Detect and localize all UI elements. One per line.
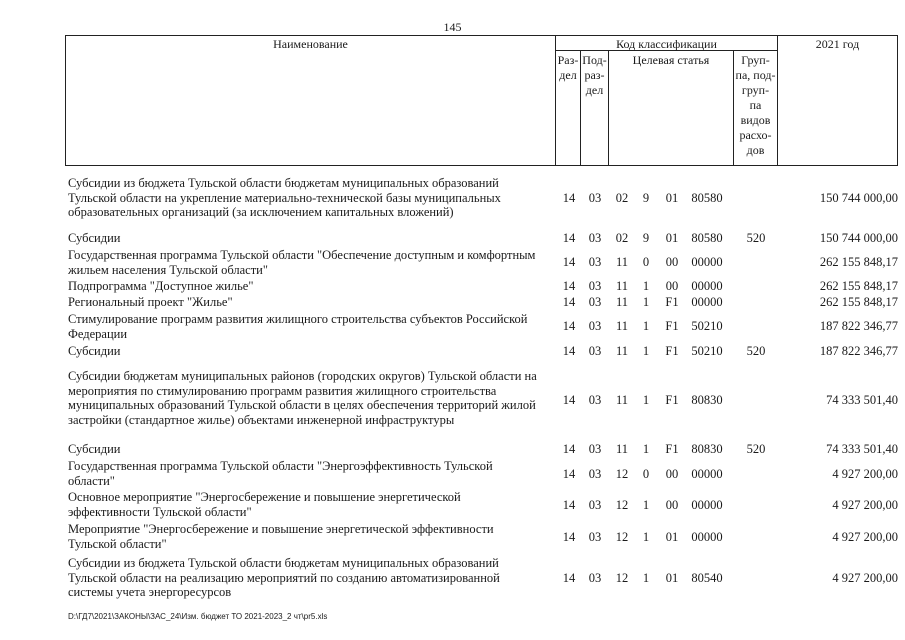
row-target-d: 50210 [691, 319, 723, 333]
row-name: Государственная программа Тульской области "Обеспечение доступным и комфортным жильем населения Тульской области" [68, 248, 536, 277]
header-group: Груп- па, под- груп- па видов расхо- дов [735, 53, 776, 157]
table-row [68, 522, 898, 552]
header-left-line [65, 35, 66, 165]
row-razdel: 14 [562, 191, 576, 205]
row-target-a: 12 [615, 530, 629, 544]
row-target-b: 1 [642, 393, 650, 407]
header-podrazdel: Под- раз- дел [582, 53, 607, 97]
row-razdel: 14 [562, 231, 576, 245]
row-name: Основное мероприятие "Энергосбережение и повышение энергетической эффективности Тульской области" [68, 490, 461, 519]
row-razdel: 14 [562, 255, 576, 269]
row-target-c: 01 [665, 191, 679, 205]
row-target-a: 11 [615, 255, 629, 269]
row-target-b: 1 [642, 498, 650, 512]
row-razdel: 14 [562, 344, 576, 358]
row-amount: 150 744 000,00 [819, 191, 898, 205]
row-name: Мероприятие "Энергосбережение и повышение энергетической эффективности Тульской области" [68, 522, 494, 551]
row-amount: 4 927 200,00 [832, 571, 898, 585]
row-target-c: 01 [665, 530, 679, 544]
header-top-line [65, 35, 898, 36]
row-name: Стимулирование программ развития жилищного строительства субъектов Российской Федерации [68, 312, 528, 341]
page-number: 145 [443, 20, 462, 34]
row-group: 520 [746, 231, 766, 245]
row-razdel: 14 [562, 279, 576, 293]
table-row [68, 459, 898, 489]
row-amount: 262 155 848,17 [819, 295, 898, 309]
row-target-c: F1 [665, 344, 679, 358]
table-row [68, 490, 898, 520]
table-row [68, 295, 898, 310]
row-group: 520 [746, 344, 766, 358]
row-razdel: 14 [562, 571, 576, 585]
row-amount: 262 155 848,17 [819, 279, 898, 293]
row-target-a: 11 [615, 393, 629, 407]
table-row [68, 556, 898, 601]
row-target-d: 80830 [691, 393, 723, 407]
row-podrazdel: 03 [588, 319, 602, 333]
row-target-c: F1 [665, 442, 679, 456]
row-target-a: 11 [615, 279, 629, 293]
row-target-b: 1 [642, 319, 650, 333]
row-razdel: 14 [562, 467, 576, 481]
row-razdel: 14 [562, 295, 576, 309]
row-target-d: 80580 [691, 231, 723, 245]
header-right-line [897, 35, 898, 165]
row-podrazdel: 03 [588, 191, 602, 205]
row-podrazdel: 03 [588, 442, 602, 456]
row-target-c: 01 [665, 231, 679, 245]
row-podrazdel: 03 [588, 279, 602, 293]
row-target-b: 1 [642, 571, 650, 585]
row-podrazdel: 03 [588, 498, 602, 512]
row-target-b: 1 [642, 295, 650, 309]
row-group: 520 [746, 442, 766, 456]
row-name: Субсидии [68, 231, 121, 245]
row-target-c: 00 [665, 467, 679, 481]
row-target-d: 00000 [691, 498, 723, 512]
row-amount: 74 333 501,40 [826, 393, 898, 407]
row-amount: 4 927 200,00 [832, 498, 898, 512]
row-razdel: 14 [562, 498, 576, 512]
row-target-c: F1 [665, 295, 679, 309]
table-row [68, 279, 898, 294]
row-podrazdel: 03 [588, 393, 602, 407]
row-target-d: 80830 [691, 442, 723, 456]
row-name: Субсидии [68, 442, 121, 456]
row-razdel: 14 [562, 393, 576, 407]
file-path-footer: D:\ГД7\2021\ЗАКОНЫ\ЗАС_24\Изм. бюджет ТО 2021-2023_2 чт\pr5.xls [68, 612, 328, 621]
header-target: Целевая статья [632, 53, 710, 67]
header-bottom-line [65, 165, 898, 166]
table-row [68, 312, 898, 342]
row-name: Субсидии из бюджета Тульской области бюджетам муниципальных образований Тульской области на реализацию мероприятий по созданию автоматизированной системы учета энергоресурсов [68, 556, 500, 599]
row-target-b: 1 [642, 442, 650, 456]
row-target-c: 00 [665, 498, 679, 512]
row-amount: 187 822 346,77 [819, 344, 898, 358]
row-target-c: 00 [665, 279, 679, 293]
row-razdel: 14 [562, 319, 576, 333]
table-row [68, 231, 898, 246]
header-year-divider [777, 35, 778, 165]
row-podrazdel: 03 [588, 530, 602, 544]
row-name: Субсидии бюджетам муниципальных районов (городских округов) Тульской области на мероприятия по стимулированию программ развития жилищного строительства муниципальных образований Тульской области в целях обеспечения территорий жилой застройки (стандартное жилье) объектами инженерной инфраструктуры [68, 369, 537, 427]
row-target-a: 12 [615, 467, 629, 481]
table-row [68, 248, 898, 278]
row-podrazdel: 03 [588, 295, 602, 309]
row-target-d: 00000 [691, 530, 723, 544]
row-target-a: 11 [615, 344, 629, 358]
row-target-c: F1 [665, 393, 679, 407]
row-amount: 150 744 000,00 [819, 231, 898, 245]
row-podrazdel: 03 [588, 231, 602, 245]
row-name: Подпрограмма "Доступное жилье" [68, 279, 254, 293]
row-name: Региональный проект "Жилье" [68, 295, 233, 309]
row-target-b: 1 [642, 279, 650, 293]
row-target-d: 00000 [691, 255, 723, 269]
row-target-d: 00000 [691, 467, 723, 481]
table-row [68, 176, 898, 221]
row-target-a: 11 [615, 295, 629, 309]
row-target-a: 11 [615, 319, 629, 333]
table-row [68, 369, 898, 429]
table-row [68, 442, 898, 457]
table-row [68, 344, 898, 359]
row-target-c: F1 [665, 319, 679, 333]
row-name: Субсидии [68, 344, 121, 358]
row-target-c: 00 [665, 255, 679, 269]
row-target-b: 0 [642, 467, 650, 481]
row-target-b: 1 [642, 344, 650, 358]
row-podrazdel: 03 [588, 467, 602, 481]
row-target-a: 12 [615, 498, 629, 512]
row-razdel: 14 [562, 530, 576, 544]
row-target-a: 02 [615, 191, 629, 205]
row-target-a: 02 [615, 231, 629, 245]
row-target-d: 80580 [691, 191, 723, 205]
row-target-d: 00000 [691, 279, 723, 293]
row-target-b: 0 [642, 255, 650, 269]
row-target-b: 1 [642, 530, 650, 544]
header-razdel: Раз- дел [557, 53, 579, 82]
row-amount: 4 927 200,00 [832, 530, 898, 544]
row-amount: 4 927 200,00 [832, 467, 898, 481]
row-target-a: 11 [615, 442, 629, 456]
row-razdel: 14 [562, 442, 576, 456]
row-target-b: 9 [642, 191, 650, 205]
row-amount: 187 822 346,77 [819, 319, 898, 333]
header-year: 2021 год [815, 37, 860, 51]
header-code: Код классификации [616, 37, 717, 51]
row-name: Субсидии из бюджета Тульской области бюджетам муниципальных образований Тульской области на укрепление материально-технической базы муниципальных образовательных организаций (за исключением капитальных вложений) [68, 176, 501, 219]
row-target-d: 00000 [691, 295, 723, 309]
row-target-d: 50210 [691, 344, 723, 358]
row-amount: 74 333 501,40 [826, 442, 898, 456]
row-podrazdel: 03 [588, 571, 602, 585]
row-target-c: 01 [665, 571, 679, 585]
row-name: Государственная программа Тульской области "Энергоэффективность Тульской области" [68, 459, 493, 488]
row-amount: 262 155 848,17 [819, 255, 898, 269]
row-podrazdel: 03 [588, 344, 602, 358]
row-target-b: 9 [642, 231, 650, 245]
row-target-a: 12 [615, 571, 629, 585]
header-name: Наименование [273, 37, 348, 51]
row-target-d: 80540 [691, 571, 723, 585]
row-podrazdel: 03 [588, 255, 602, 269]
